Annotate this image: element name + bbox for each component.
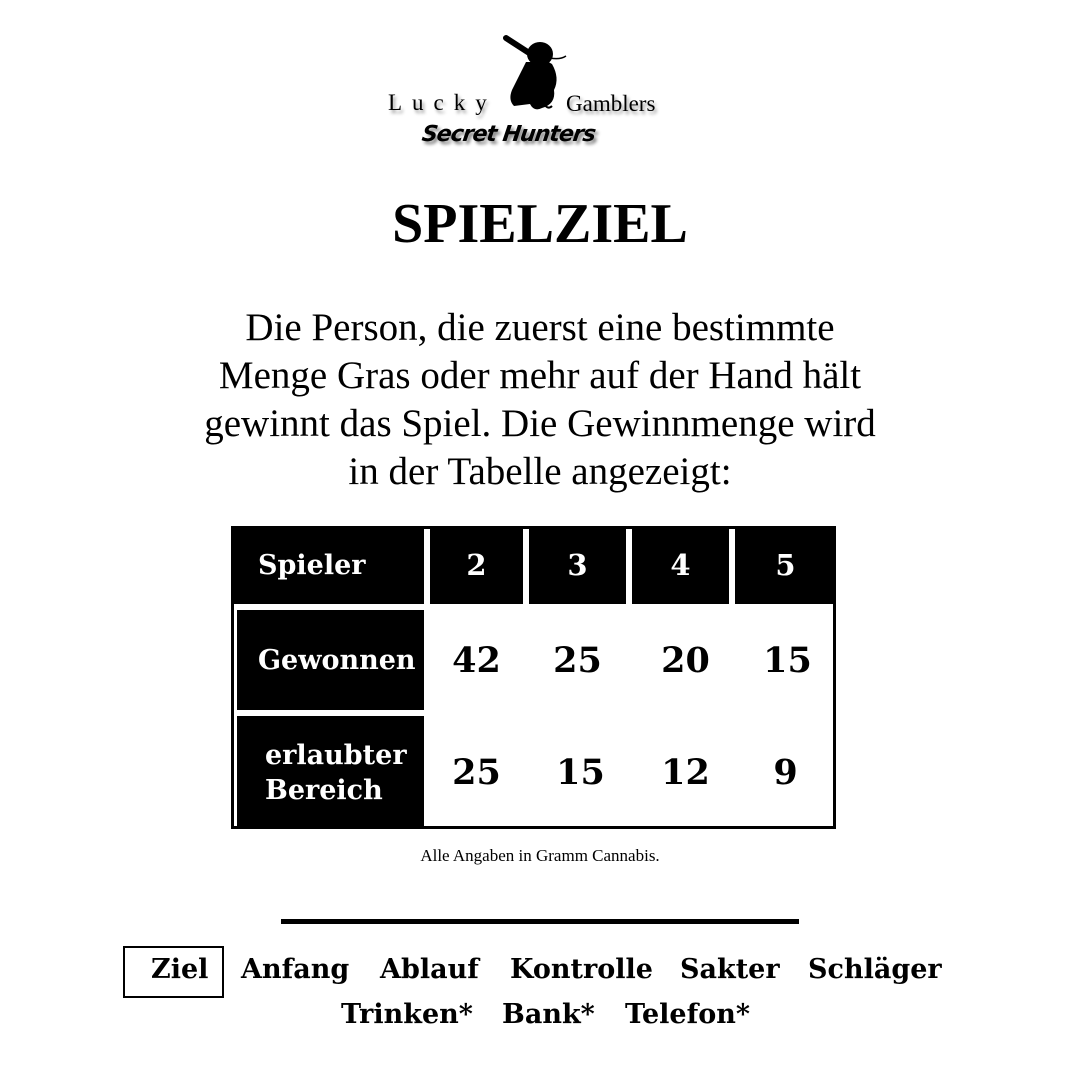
logo-text-lucky: Lucky xyxy=(388,90,497,115)
nav-item-sakter[interactable]: Sakter xyxy=(680,954,780,985)
logo-text-gamblers: Gamblers xyxy=(566,91,656,116)
nav-item-ablauf[interactable]: Ablauf xyxy=(380,954,479,985)
nav-item-anfang[interactable]: Anfang xyxy=(241,954,350,985)
table-row-label-line: erlaubter xyxy=(265,739,407,771)
description-line: Die Person, die zuerst eine bestimmte xyxy=(245,306,835,349)
table-row-label-gewonnen: Gewonnen xyxy=(237,610,424,710)
nav-item-kontrolle[interactable]: Kontrolle xyxy=(510,954,653,985)
unit-note: Alle Angaben in Gramm Cannabis. xyxy=(420,846,660,865)
table-header-player-count: 5 xyxy=(735,526,836,604)
nav-item-trinken[interactable]: Trinken* xyxy=(341,999,473,1030)
table-cell: 15 xyxy=(556,752,605,793)
description-line: gewinnt das Spiel. Die Gewinnmenge wird xyxy=(204,402,876,445)
nav-item-schlaeger[interactable]: Schläger xyxy=(808,954,942,985)
win-amount-table xyxy=(231,526,836,829)
table-header-player-count: 2 xyxy=(430,526,523,604)
table-cell: 15 xyxy=(763,639,812,681)
nav-item-bank[interactable]: Bank* xyxy=(502,999,595,1030)
description-line: Menge Gras oder mehr auf der Hand hält xyxy=(218,354,862,397)
page-title: SPIELZIEL xyxy=(392,193,688,255)
table-row-label-line: Bereich xyxy=(265,774,383,806)
table-cell: 25 xyxy=(452,752,501,793)
logo-subtitle: Secret Hunters xyxy=(420,122,597,147)
table-cell: 25 xyxy=(553,639,602,681)
divider xyxy=(281,919,799,924)
table-cell: 12 xyxy=(661,752,710,793)
table-row-label-erlaubter-bereich xyxy=(237,716,424,829)
table-cell: 20 xyxy=(661,639,710,681)
table-cell: 42 xyxy=(452,639,501,681)
gambler-silhouette-icon xyxy=(500,34,570,114)
table-header-player-count: 4 xyxy=(632,526,729,604)
nav-item-ziel[interactable]: Ziel xyxy=(151,954,209,985)
table-cell: 9 xyxy=(773,752,798,793)
nav-item-telefon[interactable]: Telefon* xyxy=(625,999,750,1030)
description-line: in der Tabelle angezeigt: xyxy=(348,450,732,493)
table-header-player-count: 3 xyxy=(529,526,626,604)
description xyxy=(140,304,940,496)
logo xyxy=(380,30,700,160)
table-header-label: Spieler xyxy=(231,526,424,604)
